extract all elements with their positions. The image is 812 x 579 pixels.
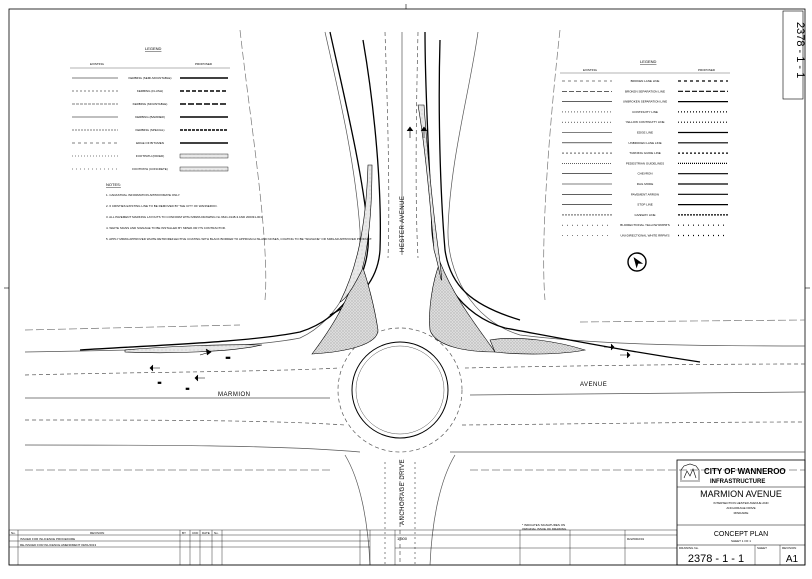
rev-header-ckd: CKD: [192, 531, 199, 535]
legend-right-title: LEGEND: [640, 59, 657, 64]
sheet-border: [9, 9, 805, 565]
proposed-kerbs: [80, 32, 700, 362]
legend-left-proposed-symbol: [180, 154, 228, 158]
label-revision: REVISION: [782, 546, 797, 550]
legend-left-row-label: KERBING (SPECIAL): [135, 128, 165, 132]
legend-left-row-label: KERBING (SEMI-MOUNTABLE): [128, 76, 172, 80]
legend-right-row-label: BI-DIRECTIONAL YELLOW RRPM'S: [620, 223, 670, 228]
legend-right-col-existing: EXISTING: [583, 68, 598, 72]
legend-right-row-label: STOP LINE: [637, 202, 653, 207]
rev-row-1: ISSUED FOR INLICENCE PROCEDURE: [20, 537, 76, 541]
legend-right-row-label: PEDESTRIAN GUIDELINES: [625, 161, 665, 166]
street-label-marmion-east: AVENUE: [580, 382, 608, 388]
legend-left-row-label: KERBING (MOUNTABLE): [132, 102, 168, 106]
rev-row-2: RE-ISSUED FOR INLICENCE AMENDMENT 09/01/2013: [20, 543, 97, 547]
label-drawing-no: DRAWING No.: [679, 546, 699, 550]
title-project: MARMION AVENUE: [700, 489, 782, 499]
legend-right-row-label: UNI-DIRECTIONAL WHITE RRPM'S: [620, 233, 670, 238]
legend-left-col-existing: EXISTING: [90, 62, 105, 66]
footer-scale: 1:500: [397, 536, 408, 541]
rev-header-date: DATE: [202, 531, 210, 535]
north-arrow: [628, 253, 646, 271]
legend-right-row-label: YELLOW CONTINUITY LINE: [625, 120, 665, 125]
title-suburb: MINDARIE: [733, 511, 749, 515]
rev-header-by: BY: [182, 531, 187, 535]
title-authority: CITY OF WANNEROO: [704, 467, 786, 476]
revision-table: [9, 530, 677, 565]
legend-left-row-label: EDGE OF BITUMEN: [136, 141, 164, 145]
legend-right-row-label: BROKEN SEPARATION LINE: [625, 89, 665, 94]
legend-left-proposed-symbol: [180, 167, 228, 171]
footer-file-ref: R22/0002/01: [627, 537, 645, 541]
notes-title: NOTES:: [106, 182, 121, 187]
notes-item: 5. APPLY MRWA APPROVED WHITE RETROREFLECTIVE COATING WITH BLACK BORDER TO APPROACH ISLAND NOSES, COATING TO BE "SIGNLINE" OR SIMILAR APPROVED PRODUCT.: [106, 237, 373, 241]
notes-item: 4. WHITE SIGNS AND SIGNAGE TO BE INSTALLED BY MRWA OR ITS CONTRACTOR.: [106, 226, 226, 230]
notes-item: 1. CADASTRAL INFORMATION APPROXIMATE ONLY.: [106, 193, 181, 197]
title-subtitle-2: ANCHORAGE DRIVE: [726, 506, 756, 510]
title-department: INFRASTRUCTURE: [710, 479, 766, 485]
notes-item: 2. 6 CRISTIES EXISTING LINE TO BE REMOVED BY THE CITY OF WANNEROO.: [106, 204, 218, 208]
legend-left-row-label: FOOTPATH (PAVED): [135, 154, 165, 158]
legend-left-row-label: KERBING (BARRIER): [135, 115, 165, 119]
legend-right-row-label: EDGE LINE: [636, 130, 654, 135]
title-sheet: SHEET 1 OF 1: [731, 539, 751, 543]
city-logo: [680, 464, 700, 481]
street-label-anchorage: ANCHORAGE DRIVE: [400, 458, 406, 525]
legend-left-title: LEGEND: [145, 46, 162, 51]
title-subtitle-1: INTERSECTION HESTER AVENUE AND: [713, 501, 769, 505]
label-sheet: SHEET: [757, 546, 768, 550]
legend-right-row-label: RAIL MODE: [636, 182, 654, 186]
footer-note-2: ORIGINAL ISSUE OF DRAWING: [522, 527, 567, 531]
legend-right-row-label: CHEVRON: [637, 171, 653, 176]
footer-note-1: * INDICATES SIGNATURES ON: [522, 523, 566, 527]
title-drawing-title: CONCEPT PLAN: [713, 531, 769, 538]
legend-right-col-proposed: PROPOSED: [698, 68, 716, 72]
rev-header-no-2: No.: [214, 531, 219, 535]
legend-right-row-label: CONTINUITY LINE: [632, 109, 658, 114]
road-network: [25, 30, 805, 565]
legend-right-row-label: TURNING GUIDE LINE: [629, 151, 661, 156]
rev-header-no: No.: [11, 531, 16, 535]
notes-item: 3. ALL PAVEMENT MARKING LAYOUTS TO CONFORM WITH MRWA DRAWING No 9621-0148-3 AND 200331-001.: [106, 215, 263, 219]
street-label-hester: HESTER AVENUE: [400, 195, 406, 252]
side-tab-label: 2378 - 1 - 1: [794, 22, 806, 79]
legend-left-row-label: FOOTPATH (CONCRETE): [132, 167, 168, 171]
notes-block: [106, 182, 372, 241]
legend-right-row-label: GIVEWAY LINE: [634, 212, 656, 217]
rev-header-revision: REVISION: [90, 531, 105, 535]
legend-right-row-label: UNBROKEN SEPARATION LINE: [622, 99, 668, 104]
legend-right-row-label: PAVEMENT ARROW: [630, 192, 660, 197]
legend-right: [560, 59, 730, 238]
legend-right-row-label: BROKEN LANE LINE: [630, 79, 660, 83]
sheet-size: A1: [785, 554, 799, 565]
drawing-number: 2378 - 1 - 1: [687, 553, 745, 565]
legend-left-row-label: KERBING (FLUSH): [136, 89, 164, 93]
legend-right-row-label: UNBROKEN LANE LINE: [628, 140, 662, 145]
legend-left-col-proposed: PROPOSED: [195, 62, 213, 66]
street-label-marmion-west: MARMION: [218, 392, 251, 398]
legend-left: [70, 46, 230, 171]
